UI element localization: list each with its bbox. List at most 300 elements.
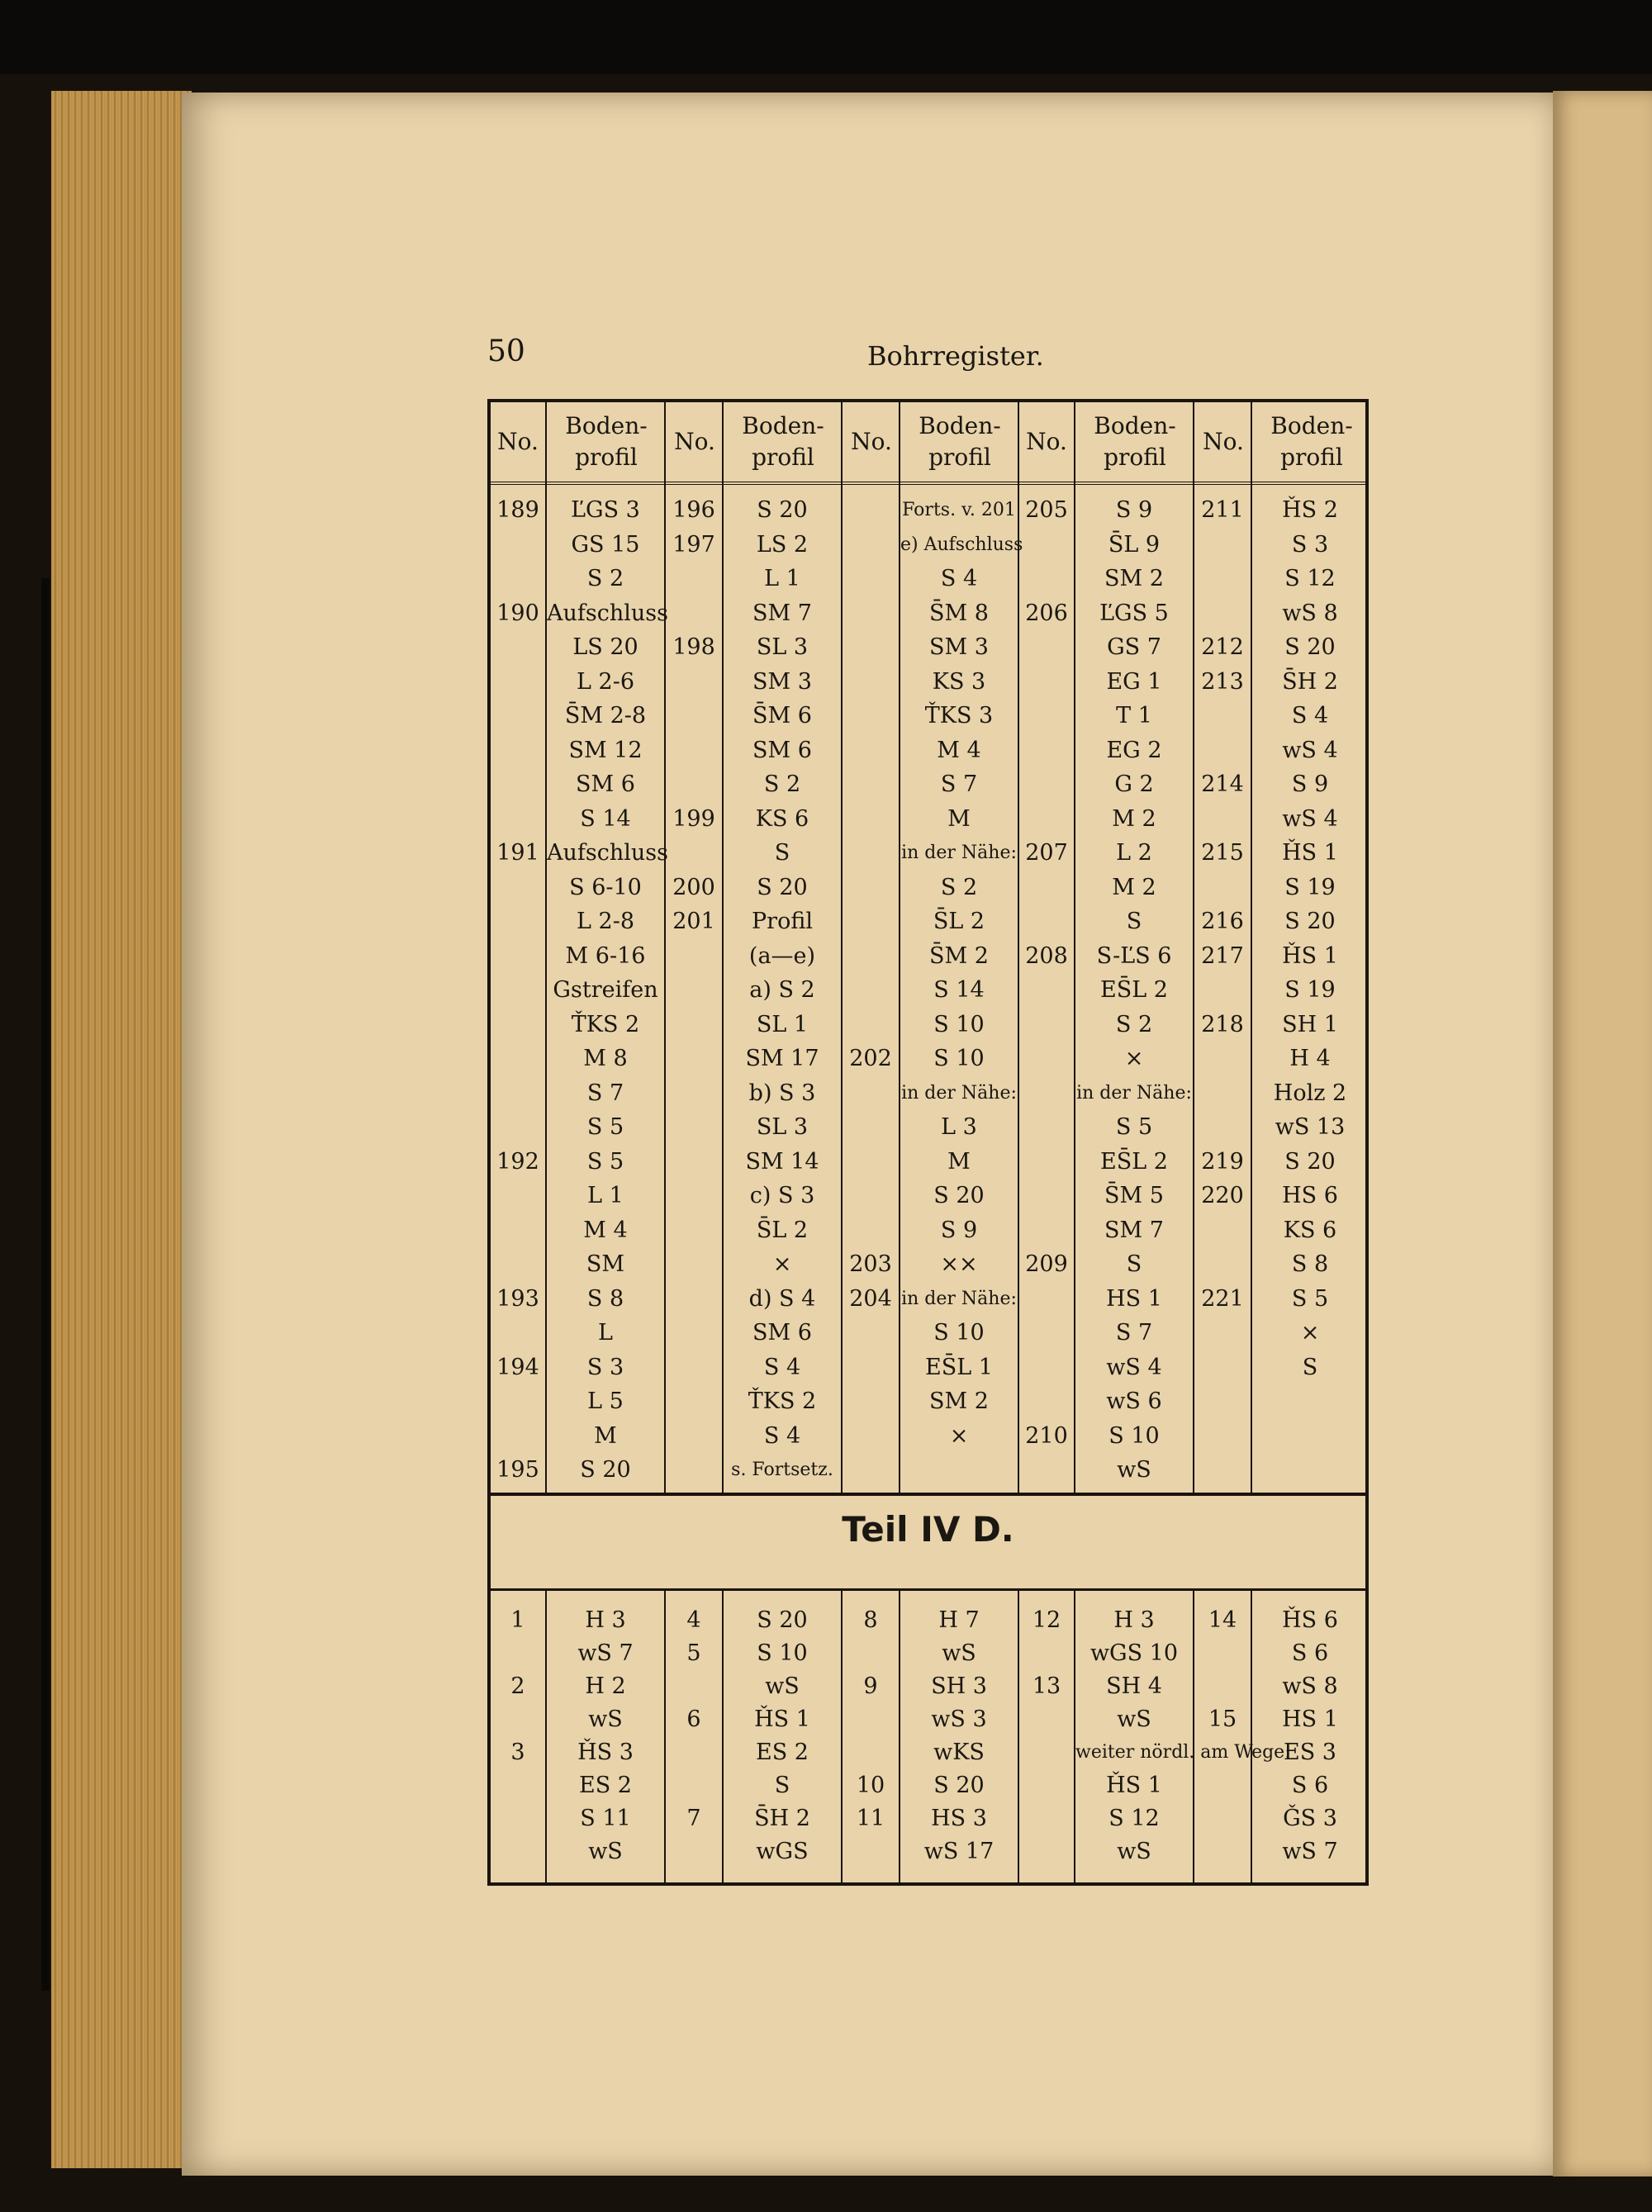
table-header	[491, 402, 1365, 482]
bore-number	[666, 1042, 722, 1076]
bore-number	[843, 836, 899, 871]
profile-entry: S	[774, 840, 790, 866]
profile-entry: M 2	[1112, 874, 1156, 900]
header-no: No.	[1203, 428, 1244, 456]
bore-number	[491, 1802, 545, 1835]
profile-entry: s. Fortsetz.	[731, 1460, 833, 1480]
profile-entry: S̄H 2	[1282, 668, 1338, 695]
profile-entry: S	[1302, 1354, 1318, 1380]
bore-number: 213	[1201, 668, 1244, 695]
profile-entry: SM 6	[576, 771, 635, 797]
bore-number	[843, 699, 899, 733]
profile-entry: wS 6	[1106, 1388, 1162, 1414]
bore-number	[843, 562, 899, 596]
bore-number	[1194, 562, 1251, 596]
bore-number	[1194, 1110, 1251, 1145]
bore-number	[843, 1835, 899, 1868]
bore-number: 197	[672, 531, 715, 558]
bore-number	[843, 1453, 899, 1488]
profile-entry: SM 2	[1104, 566, 1164, 591]
profile-entry: S 20	[757, 497, 808, 523]
profile-entry: S̄M 2	[929, 942, 989, 969]
bore-number	[666, 1384, 722, 1419]
profile-entry: T 1	[1116, 703, 1152, 729]
profile-entry: ȞS 1	[1282, 840, 1338, 866]
bore-number	[1019, 1350, 1074, 1385]
part1-no-col-5	[1194, 493, 1251, 1384]
profile-entry: Aufschluss	[547, 840, 668, 866]
profile-entry: d) S 4	[748, 1285, 816, 1312]
profile-entry: ×	[1300, 1320, 1320, 1346]
profile-entry: a) S 2	[749, 977, 815, 1003]
profile-entry: S̄L 2	[933, 909, 985, 934]
bore-number: 210	[1025, 1422, 1068, 1449]
bore-number: 217	[1201, 942, 1244, 969]
profile-entry: S 4	[763, 1354, 801, 1380]
profile-entry: S 12	[1108, 1806, 1160, 1831]
bore-number	[1019, 1802, 1074, 1835]
profile-entry: H 3	[585, 1607, 626, 1633]
bore-number	[491, 1213, 545, 1248]
bore-number: 205	[1025, 497, 1068, 523]
bore-number	[1019, 528, 1074, 562]
profile-entry: S 2	[586, 566, 624, 591]
bore-number	[491, 939, 545, 974]
profile-entry: S 14	[933, 977, 985, 1003]
bore-number	[491, 1316, 545, 1350]
profile-entry: S 20	[1284, 634, 1336, 660]
profile-entry: S 20	[1284, 1148, 1336, 1175]
bore-number	[1019, 1384, 1074, 1419]
profile-entry: S 2	[1115, 1011, 1153, 1037]
bore-number	[666, 973, 722, 1008]
profile-entry: S̄M 2-8	[564, 703, 647, 729]
bore-number: 15	[1208, 1706, 1237, 1732]
bore-number	[1019, 1316, 1074, 1350]
bore-number: 194	[496, 1354, 539, 1380]
part1-no-col-4	[1019, 493, 1074, 1488]
header-no: No.	[674, 428, 715, 456]
profile-entry: S 2	[763, 771, 801, 797]
profile-entry: wS 8	[1282, 1673, 1338, 1699]
header-no: No.	[497, 428, 539, 456]
bore-number	[1194, 1042, 1251, 1076]
profile-entry: S	[1126, 1251, 1142, 1277]
profile-entry: S 20	[580, 1457, 631, 1483]
bore-number	[491, 1835, 545, 1868]
scan-border-left	[41, 578, 50, 1991]
profile-entry: ES̄L 2	[1100, 1148, 1168, 1175]
bore-number: 202	[849, 1046, 892, 1071]
profile-entry: wS	[588, 1706, 623, 1732]
bore-number	[666, 1282, 722, 1317]
bore-number	[491, 1110, 545, 1145]
bore-number: 216	[1201, 909, 1244, 934]
part2-no-col-4	[1019, 1604, 1074, 1868]
profile-entry: S 10	[757, 1640, 808, 1666]
profile-entry: S 5	[1291, 1285, 1329, 1312]
profile-entry: Aufschluss	[547, 600, 668, 626]
profile-entry: S 12	[1284, 566, 1336, 591]
profile-entry: S 5	[1115, 1114, 1153, 1140]
bore-number	[1019, 1110, 1074, 1145]
profile-entry: KS 3	[932, 668, 986, 695]
bore-number: 13	[1032, 1673, 1061, 1699]
bore-number: 220	[1201, 1183, 1244, 1208]
bore-number	[843, 1145, 899, 1180]
bore-number	[843, 493, 899, 528]
profile-entry: M	[947, 805, 971, 832]
page-number: 50	[487, 335, 525, 368]
profile-entry: wS 4	[1282, 805, 1338, 832]
profile-entry: SM 7	[752, 600, 812, 626]
bore-number: 195	[496, 1457, 539, 1483]
profile-entry: ǦS 3	[1283, 1806, 1337, 1831]
profile-entry: ȞS 1	[1282, 942, 1338, 969]
profile-entry: L 3	[941, 1114, 977, 1140]
profile-entry: S	[1126, 909, 1142, 934]
profile-entry: S 10	[933, 1320, 985, 1346]
bore-number	[843, 1179, 899, 1213]
profile-entry: KS 6	[755, 805, 809, 832]
bore-number	[843, 733, 899, 768]
part1-no-col-1	[491, 493, 545, 1488]
bore-number	[491, 871, 545, 905]
bore-number	[843, 630, 899, 665]
bore-number	[843, 904, 899, 939]
profile-entry: SM 6	[752, 1320, 812, 1346]
bore-number: 3	[510, 1740, 525, 1765]
bore-number: 207	[1025, 840, 1068, 866]
bore-number	[1194, 1835, 1251, 1868]
bore-number	[666, 1453, 722, 1488]
bore-number	[666, 1076, 722, 1111]
bore-number: 200	[672, 874, 715, 900]
bore-number	[1019, 733, 1074, 768]
bore-number: 198	[672, 634, 715, 660]
bore-number	[666, 1350, 722, 1385]
facing-page-edge	[1553, 91, 1652, 2176]
profile-entry: SM	[586, 1251, 625, 1277]
profile-entry: wS 8	[1282, 600, 1338, 626]
running-head: Bohrregister.	[867, 340, 1044, 372]
profile-entry: in der Nähe:	[901, 1082, 1017, 1104]
profile-entry: wGS 10	[1089, 1640, 1179, 1666]
profile-entry: wKS	[933, 1740, 985, 1765]
bore-number: 191	[496, 840, 539, 866]
bore-number: 6	[686, 1706, 701, 1732]
bore-number	[1019, 1179, 1074, 1213]
header-bodenprofil: Boden- profil	[1270, 412, 1353, 471]
bore-number	[666, 562, 722, 596]
bore-number	[843, 939, 899, 974]
bore-number	[491, 1247, 545, 1282]
bore-number	[491, 630, 545, 665]
bore-number	[843, 767, 899, 802]
profile-entry: LS 2	[756, 531, 809, 558]
profile-entry: H 2	[585, 1673, 626, 1699]
bore-number: 190	[496, 600, 539, 626]
bore-number	[491, 904, 545, 939]
bore-number	[491, 1384, 545, 1419]
part1-no-col-2	[666, 493, 722, 1521]
profile-entry: S̄L 9	[1108, 531, 1161, 558]
bore-number	[491, 973, 545, 1008]
bore-number	[1194, 871, 1251, 905]
profile-entry: ȞS 2	[1282, 497, 1338, 523]
bore-number	[1194, 1316, 1251, 1350]
bore-number	[843, 665, 899, 700]
bore-number: 5	[686, 1640, 701, 1666]
profile-entry: S 3	[1291, 531, 1329, 558]
profile-entry: EG 1	[1106, 668, 1162, 695]
profile-entry: S̄M 8	[929, 600, 989, 626]
profile-entry: L 2-8	[577, 909, 634, 934]
profile-entry: L 1	[587, 1183, 624, 1208]
bore-number	[666, 1179, 722, 1213]
bore-number	[491, 767, 545, 802]
profile-entry: Gstreifen	[553, 977, 658, 1003]
bore-number	[1019, 1736, 1074, 1769]
profile-entry: S 20	[757, 874, 808, 900]
profile-entry: ȞS 1	[754, 1706, 810, 1732]
bore-number: 9	[863, 1673, 878, 1699]
profile-entry: KS 6	[1283, 1217, 1337, 1243]
profile-entry: ES̄L 1	[925, 1354, 993, 1380]
profile-entry: S 2	[940, 874, 978, 900]
profile-entry: S 4	[763, 1422, 801, 1449]
bore-number	[1019, 767, 1074, 802]
profile-entry: L 2-6	[577, 668, 634, 695]
profile-entry: S 20	[933, 1773, 985, 1798]
profile-entry: SM 7	[1104, 1217, 1164, 1243]
profile-entry: H 4	[1289, 1046, 1331, 1071]
bore-number	[666, 1110, 722, 1145]
bore-number	[491, 1042, 545, 1076]
profile-entry: ××	[940, 1251, 978, 1277]
profile-entry: SM 2	[929, 1388, 989, 1414]
bore-number	[491, 699, 545, 733]
section-title: Teil IV D.	[842, 1509, 1014, 1550]
profile-entry: S̄M 5	[1104, 1183, 1164, 1208]
bore-number	[843, 1384, 899, 1419]
bore-number	[491, 528, 545, 562]
bore-number	[666, 1670, 722, 1703]
profile-entry: ȞS 6	[1282, 1607, 1338, 1633]
profile-entry: S 6	[1291, 1640, 1329, 1666]
profile-entry: wS	[1117, 1839, 1151, 1864]
profile-entry: M	[594, 1422, 617, 1449]
bore-number	[491, 562, 545, 596]
bore-number: 201	[672, 909, 715, 934]
bore-number: 10	[856, 1773, 885, 1798]
scan-border-top	[0, 0, 1652, 74]
bore-number: 215	[1201, 840, 1244, 866]
profile-entry: wS 4	[1282, 737, 1338, 763]
header-rule	[491, 482, 1365, 485]
bore-number	[1194, 1736, 1251, 1769]
bore-number	[843, 1316, 899, 1350]
bore-number	[666, 767, 722, 802]
bore-number	[491, 1179, 545, 1213]
profile-entry: SM 6	[752, 737, 812, 763]
profile-entry: wS	[1117, 1457, 1151, 1483]
profile-entry: wS	[1117, 1706, 1151, 1732]
profile-entry: EG 2	[1106, 737, 1162, 763]
bore-number	[1019, 973, 1074, 1008]
profile-entry: L 5	[587, 1388, 624, 1414]
profile-entry: S 5	[586, 1114, 624, 1140]
profile-entry: wS 7	[577, 1640, 634, 1666]
profile-entry: e) Aufschluss	[900, 534, 1023, 555]
profile-entry: GS 15	[571, 531, 640, 558]
profile-entry: S̄L 2	[756, 1217, 809, 1243]
bore-number	[666, 665, 722, 700]
profile-entry: M 8	[583, 1046, 628, 1071]
profile-entry: S 20	[933, 1183, 985, 1208]
bore-number	[1194, 733, 1251, 768]
bore-number: 214	[1201, 771, 1244, 797]
bore-number: 193	[496, 1285, 539, 1312]
header-no: No.	[851, 428, 892, 456]
profile-entry: wS	[942, 1640, 976, 1666]
bore-number	[666, 1145, 722, 1180]
bore-number: 4	[686, 1607, 701, 1633]
profile-entry: S-ĽS 6	[1096, 942, 1172, 969]
part2-no-col-5	[1194, 1604, 1251, 1868]
profile-entry: in der Nähe:	[901, 1288, 1017, 1309]
profile-entry: SL 1	[756, 1011, 809, 1037]
profile-entry: ×	[772, 1251, 792, 1277]
bore-number	[491, 1008, 545, 1042]
profile-entry: S 7	[940, 771, 978, 797]
profile-entry: S 10	[933, 1046, 985, 1071]
profile-entry: HS 1	[1106, 1285, 1162, 1312]
bore-number: 11	[856, 1806, 885, 1831]
profile-entry: S 6	[1291, 1773, 1329, 1798]
bore-number	[843, 871, 899, 905]
bore-register-table	[487, 399, 1369, 1886]
bore-number	[491, 1769, 545, 1802]
bore-number	[666, 1247, 722, 1282]
bore-number	[1194, 699, 1251, 733]
bore-number	[666, 1316, 722, 1350]
profile-entry: M 6-16	[565, 942, 646, 969]
profile-entry: M 4	[583, 1217, 628, 1243]
part2-profil-col-5	[1252, 1604, 1368, 1868]
bore-number	[843, 1110, 899, 1145]
part2-no-col-2	[666, 1604, 722, 1868]
profile-entry: S 19	[1284, 977, 1336, 1003]
profile-entry: GS 7	[1107, 634, 1161, 660]
profile-entry: (a—e)	[748, 942, 816, 969]
profile-entry: ĽGS 3	[571, 497, 640, 523]
part1-no-col-3	[843, 493, 899, 1521]
bore-number	[1019, 802, 1074, 837]
bore-number	[491, 1703, 545, 1736]
bore-number: 211	[1201, 497, 1244, 523]
bore-number	[1194, 973, 1251, 1008]
bore-number	[1019, 1769, 1074, 1802]
profile-entry: S 4	[1291, 703, 1329, 729]
profile-entry: HS 1	[1282, 1706, 1338, 1732]
profile-entry: Holz 2	[1273, 1080, 1347, 1106]
bore-number	[666, 1419, 722, 1454]
bore-number: 209	[1025, 1251, 1068, 1277]
bore-number	[1019, 1703, 1074, 1736]
profile-entry: wS 13	[1275, 1114, 1346, 1140]
profile-entry: L	[598, 1320, 613, 1346]
bore-number	[843, 1008, 899, 1042]
profile-entry: LS 20	[572, 634, 638, 660]
bore-number: 203	[849, 1251, 892, 1277]
part2-profil-col-3	[900, 1604, 1018, 1868]
profile-entry: ŤKS 2	[748, 1388, 817, 1414]
bore-number	[666, 1835, 722, 1868]
bore-number: 1	[510, 1607, 525, 1633]
header-bodenprofil: Boden- profil	[742, 412, 824, 471]
bore-number	[843, 973, 899, 1008]
bore-number	[1019, 1282, 1074, 1317]
bore-number	[491, 1419, 545, 1454]
bore-number	[1194, 1076, 1251, 1111]
profile-entry: SL 3	[756, 634, 809, 660]
bore-number: 8	[863, 1607, 878, 1633]
bore-number	[666, 596, 722, 631]
bore-number	[1019, 1008, 1074, 1042]
bore-number	[843, 1350, 899, 1385]
bore-number	[666, 836, 722, 871]
profile-entry: S 8	[586, 1285, 624, 1312]
bore-number: 192	[496, 1148, 539, 1175]
bore-number	[843, 1736, 899, 1769]
bore-number	[491, 665, 545, 700]
profile-entry: ŤKS 3	[924, 703, 994, 729]
header-bodenprofil: Boden- profil	[919, 412, 1001, 471]
profile-entry: G 2	[1114, 771, 1154, 797]
profile-entry: in der Nähe:	[1076, 1082, 1192, 1104]
profile-entry: wS	[765, 1673, 800, 1699]
profile-entry: S 20	[757, 1607, 808, 1633]
bore-number	[491, 1076, 545, 1111]
bore-number: 204	[849, 1285, 892, 1312]
profile-entry: SM 3	[752, 668, 812, 695]
bore-number	[843, 1076, 899, 1111]
bore-number	[843, 1213, 899, 1248]
profile-entry: b) S 3	[748, 1080, 816, 1106]
bore-number	[1019, 699, 1074, 733]
profile-entry: SM 3	[929, 634, 989, 660]
section-rule	[491, 1588, 1365, 1591]
profile-entry: S 20	[1284, 909, 1336, 934]
bore-number	[1194, 1769, 1251, 1802]
profile-entry: in der Nähe:	[901, 843, 1017, 863]
bore-number	[843, 802, 899, 837]
profile-entry: ×	[949, 1422, 969, 1449]
profile-entry: SL 3	[756, 1114, 809, 1140]
bore-number: 199	[672, 805, 715, 832]
bore-number	[1194, 1670, 1251, 1703]
bore-number	[1019, 1637, 1074, 1670]
profile-entry: M	[947, 1148, 971, 1175]
profile-entry: L 2	[1116, 840, 1152, 866]
profile-entry: ×	[1124, 1046, 1144, 1071]
bore-number	[666, 1213, 722, 1248]
profile-entry: weiter nördl. am Wege:	[1075, 1742, 1291, 1763]
profile-entry: Forts. v. 201	[902, 500, 1016, 520]
profile-entry: S 4	[940, 566, 978, 591]
profile-entry: wS 3	[931, 1706, 987, 1732]
